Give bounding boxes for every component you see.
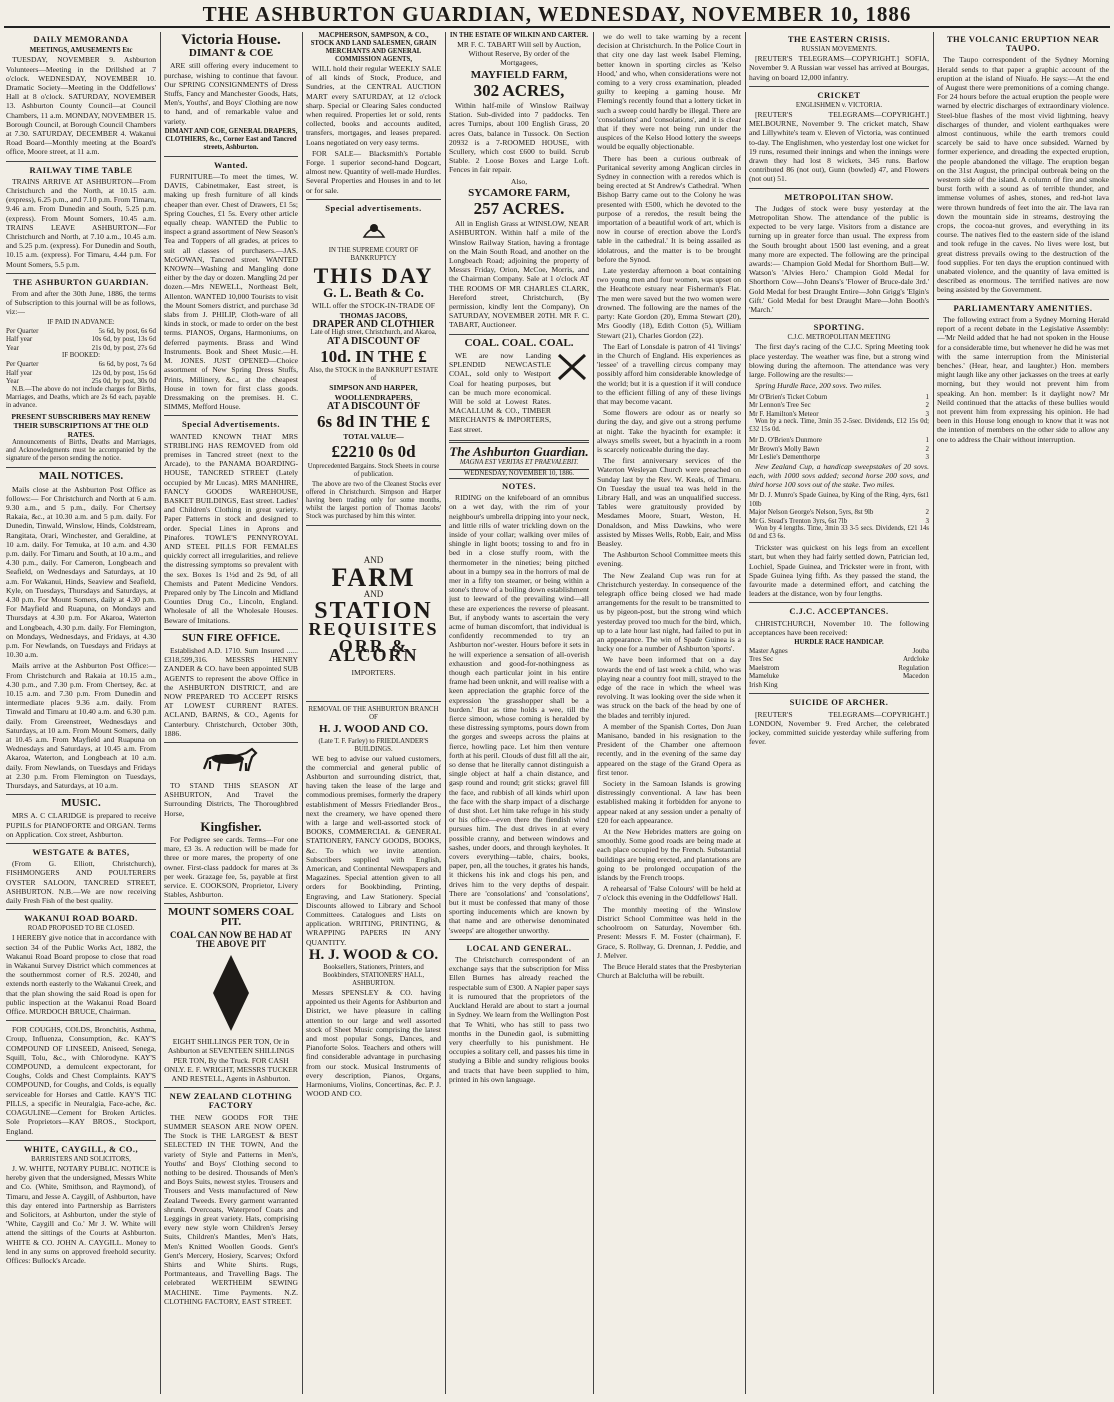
will-offer: WILL offer the STOCK-IN-TRADE OF (311, 301, 436, 311)
above-text: The above are two of the Cleanest Stocks ever offered in Christchurch. Simpson and Harper having been trading only for some months, whilst the largest portion of Thomas Jacobs' Stock was purchased by him this winter. (306, 480, 441, 520)
wanted-text: FURNITURE—To meet the times, W. DAVIS, Cabinetmaker, East street, is making up fresh furniture of all kinds cheaper than ever. Chest of Drawers, £1 5s; Spring Couches, £1 5s. Every other article equally cheap. WANTED the Public to inspect a grand assortment of New Season's Tea and Toppers of all grades, at prices to suit all classes of purchasers.—JAS. McGOWAN, Tancred street. WANTED KNOWN—Washing and Mangling done either by the day or dozen. Mangling 2d per dozen.—Mrs NEWELL, Northeast Belt, Allenton. WANTED 10,000 Tourists to visit the Mount Somers district, and purchase 3d slabs from J. PHILIP, Cloth-ware of all kinds in stock, or made to order on the best terms. PIANOS, Organs, Harmoniums, on deferred payments. Brass and Wind Instruments. Book and Sheet Music.—H. M. JONES. JUST OPENED—Choice assortment of New Spring Dress Stuffs, Prints, Millinery, &c., at the cheapest House in town for first class goods. Dressmaking on the premises. H. C. SIMMS, Mefford House. (164, 172, 298, 412)
article-text: The first anniversary services of the Waterton Wesleyan Church were preached on Sunday last by the Rev. W. Keals, of Timaru. On Tuesday the usual tea was held in the Library Hall, and was an unqualified success. Tables were gratuitously provided by Mesdames Moore, Stuart, Weston, H. Donaldson, and Miss Dawkins, who were assisted by Misses Wells, Robb, Eair, and Miss Beasley. (597, 456, 741, 548)
also: Also, (510, 176, 528, 186)
cricket-text: [REUTER'S TELEGRAMS—COPYRIGHT.] MELBOURNE, November 9. The cricket match, Shaw and Lillywhite's team v. Eleven of Victoria, was continued to-day. The Englishmen, who yesterday lost one wicket for 19 runs, resumed their innings and when the innings were drawn they had lost 8 wickets, 345 runs. Barlow contributed 86 (not out), Gunn (bowled) 47, and Flowers (not out) 51. (749, 110, 929, 184)
acceptance-row: Irish King (749, 680, 778, 689)
article-text: Late yesterday afternoon a boat containing two young men and four women, was upset on the Heathcote estuary near Fisherman's Flat. The men were saved but the two women were drowned. The following are the names of the party: Kate Gordon (20), Emma Stewart (20), Mrs Goodly (18), Edith Cotton (5), William Stewart (21), Charles Gordon (22). (597, 266, 741, 340)
farm-title: FARM (331, 562, 416, 592)
result-row: Mr Leslie's Dementhorpe 3 (749, 453, 929, 461)
dimant-footer: DIMANT AND COE, GENERAL DRAPERS, CLOTHIERS, &c., Corner East and Tancred streets, Ashburton. (164, 127, 298, 151)
spensley-text: Messrs SPENSLEY & CO. having appointed us their Agents for Ashburton and District, we have pleasure in calling attention to our large and well assorted stock of Sheet Music comprising the latest and most popular Songs, Dances, and Pianoforte Solos. Teachers and others will find considerable advantage in purchasing from our stock. Musical Instruments of every description, Pianos, Organs, Harmoniums, Violins, Concertinas, &c. P. J. WOOD AND CO. (306, 987, 441, 1099)
newspaper-page (4, 4, 1110, 1398)
section-heading: SUICIDE OF ARCHER. (789, 697, 889, 708)
column-1 (6, 32, 156, 1398)
result-row: Mr D. J. Munro's Spade Guinea, by King of the Ring, 4yrs, 6st 10lb 1 (749, 491, 929, 508)
result-row: Mr F. Hamilton's Meteor 3 (749, 409, 929, 418)
subs-note: N.B.—The above do not include charges for Births, Marriages, and Deaths, which are 2s 6d each, payable in advance. (6, 385, 156, 409)
column-3 (306, 32, 441, 1398)
result-row: Mr Lennon's Tree Sec 2 (749, 401, 929, 409)
article-text: The monthly meeting of the Winslow District School Committee was held in the schoolroom on Saturday, November 6th. Present: Messrs F. M. Foster (chairman), F. Grace, S. Rollway, G. Drennan, J. Peddie, and J. Melver. (597, 904, 741, 960)
westgate-text: (From G. Elliott, Christchurch), FISHMONGERS AND POULTERERS OYSTER SALOON, TANCRED STREET, ASHBURTON. N.B.—We are now receiving daily Fresh Fish of the best quality. (6, 859, 156, 906)
paper-title: The Ashburton Guardian. (449, 443, 589, 459)
sycamore-text: All in English Grass at WINSLOW, NEAR ASHBURTON. Within half a mile of the Winslow Railway Station, having a frontage on the Main South Road, and another on the Longbeach Road; adjoining the property of Messrs Friday, Orion, McCoe, Morris, and the Chairman Company. Sale at 1 o'clock AT THE ROOMS OF MR CHARLES CLARK, Hereford street, Christchurch, (By permission, kindly lent the Company), On SATURDAY, NOVEMBER 20TH. MR F. C. TABART, Auctioneer. (449, 219, 589, 330)
section-heading: Wanted. (214, 159, 248, 170)
wood-sub: (Late T. F. Farley) to FRIEDLANDER'S BUILDINGS. (318, 737, 429, 753)
coal-text: WE are now Landing SPLENDID NEWCASTLE COAL, sold only to Westport Coal for heating purposes, but can be much more economical. Will be sold at Lowest Rates. MACALLUM & CO., TIMBER MERCHANTS & IMPORTERS, East street. (449, 350, 551, 434)
wood-foot: Booksellers, Stationers, Printers, and Bookbinders, STATIONERS' HALL, ASHBURTON. (322, 963, 425, 987)
section-heading: MAIL NOTICES. (38, 470, 124, 483)
sporting-text: The first day's racing of the C.J.C. Spring Meeting took place yesterday. The weather was fine, but a strong wind blowing during the afternoon. The attendance was very large. Following are the results:— (749, 342, 929, 380)
sun-text: Established A.D. 1710. Sum Insured ...... £318,599,316. MESSRS HENRY ZANDER & CO. have been appointed SUB AGENTS to represent the above Office in the ASHBURTON DISTRICT, and are NOW PREPARED TO ACCEPT RISKS AT LOWEST CURRENT RATES. ACLAND, BARNS, & CO., Agents for Canterbury. Christchurch, October 30th, 1886. (164, 645, 298, 738)
column-2 (164, 32, 298, 1398)
mail-text: Mails close at the Ashburton Post Office as follows:— For Christchurch and North at 6 a.m. 9.30 a.m., and 5 p.m., daily. For Chertsey Rakaia, &c., at 10.30 a.m. and 5 p.m. daily. For Dunedin, Tinwald, Winslow, Hinds, Coldstream, Rangitata, Orari, Winchester, and Geraldine, at 10 a.m. daily. For Temuka, at 10 a.m. and 4.30 p.m. daily. For Timaru and South, at 10 a.m., and 4.30 p.m., daily. For Cameron, Longbeach and Seafield, on Wednesdays and Saturdays, at 10 a.m. For Wakanui, Hinds, Seaview and Seafield, Kyle, on Tuesdays, Thursdays and Saturdays, at 4.30 p.m. For Mount Somers, daily at 4.30 p.m. For Mayfield and Ruapuna, on Mondays and Thursdays at 4.30 p.m. For Akaroa, Waterton and Longbeach, 4.30 p.m. daily. For Flemington, on Mondays, Wednesdays, and Fridays, at 4.30 p.m. For Newlands, on Tuesdays and Fridays at 10.30 a.m. (6, 484, 156, 660)
sub-heading: ROAD PROPOSED TO BE CLOSED. (27, 925, 135, 933)
white-text: J. W. WHITE, NOTARY PUBLIC. NOTICE is hereby given that the undersigned, Messrs White and Co. (White, Smithson, and Raymond), of Timaru, and Jesse A. Caygill, of Ashburton, have this day entered into Partnership as Barristers and Solicitors, at Ashburton, under the style of 'White, Caygill and Co.' Mr J. W. White will attend the sittings of the Courts at Ashburton. WHITE & CO. JOHN A. CAYGILL. Money to lend in any sums on approved freehold security. Offices: Bullock's Arcade. (6, 1163, 156, 1265)
motto: MAGNA EST VERITAS ET PRAEVALEBIT. (459, 458, 579, 466)
column-rule (933, 32, 934, 1394)
section-heading: PARLIAMENTARY AMENITIES. (953, 302, 1093, 313)
ad-title: G. L. Beath & Co. (323, 285, 424, 301)
horse-icon (196, 747, 266, 777)
court-text: IN THE SUPREME COURT OF BANKRUPTCY (328, 247, 419, 263)
subs-row: Half year 12s 0d, by post, 15s 6d (6, 368, 156, 377)
parl-text: The following extract from a Sydney Morning Herald report of a recent debate in the Legislative Assembly:—'Mr Neild added that he had not spoken in the House for a considerable time, but whenever he did he was met with the same interruption from the Ministerial benches.' (Hear, hear, and laughter.) Hon. members might laugh like any other jackasses on the trees at early morning, but they would not prevent him from speaking. An hon. member: Is it daylight now? Mr Neild continued that the attacks of these bullies would not prevent him from expressing his opinion. He had been in this House long enough to know that it was not the intention of members on the other side to allow any one to address the Chair without interruption. (937, 314, 1109, 444)
article-text: A rehearsal of 'False Colours' will be held at 7 o'clock this evening in the Oddfellows' Hall. (597, 884, 741, 903)
section-heading: METROPOLITAN SHOW. (784, 191, 894, 202)
column-rule (593, 32, 594, 1394)
article-text: Society in the Samoan Islands is growing distressingly conventional. A law has been established making it forbidden for anyone to appear naked at any session under a penalty of £20 for each appearance. (597, 779, 741, 825)
suicide-text: [REUTER'S TELEGRAMS—COPYRIGHT.] LONDON, November 9. Fred Archer, the celebrated jockey, committed suicide yesterday while suffering from fever. (749, 709, 929, 747)
total-value: £2210 0s 0d (331, 442, 416, 462)
wanted-known-text: WANTED KNOWN THAT MRS STRIBLING HAS REMOVED from old premises in Tancred street (next to the Arcade), to the PANAMA BOARDING-HOUSE, TANCRED STREET (Lately occupied by Mr Lucas). MRS MANHIRE, FANCY GOODS WAREHOUSE, BASKET BUILDINGS, East street. Ladies' and Children's Clothing in great variety. Paper Patterns in stock and designed to order. Special Lines in Aprons and Pinafores. TOWLE'S PENNYROYAL AND STEEL PILLS FOR FEMALES quickly correct all irregularities, and relieve the distressing symptoms so prevalent with the sex. Boxes 1s 1½d and 2s 9d, of all Chemists and Patent Medicine Vendors. Prepared only by The Lincoln and Midland Counties Drug Co., Lincoln, England. Wholesale of all the Wholesale Houses. Beware of Imitations. (164, 431, 298, 625)
requisites-title: REQUISITES (308, 618, 439, 639)
removal: REMOVAL OF THE ASHBURTON BRANCH OF (308, 706, 439, 722)
royal-arms-icon (359, 217, 389, 243)
music-text: MRS A. C CLARIDGE is prepared to receive PUPILS for PIANOFORTE and ORGAN. Terms on Application. Cox street, Ashburton. (6, 811, 156, 839)
nz-text: THE NEW GOODS FOR THE SUMMER SEASON ARE NOW OPEN. The Stock is THE LARGEST & BEST SELECTED IN THE TOWN, And the variety of Style and Patterns in Men's, Youths' and Boys' Clothing second to nothing to be desired. Thousands of Men's and Boys Suits, newest styles. Trousers and Trousers and Vests manufactured of New Zealand Tweeds. Every garment warranted shrunk. Overcoats, Waterproof Coats and Leggings in great variety. Hats, comprising every new style worn Children's Jersey Suits, Children's Mantles, Men's Hats, Men's Knitted Woollen Goods. Gent's Gent's Mercery, Hosiery, Scarves; Oxford Shirts and White Shirts. Rugs, Portmanteaus, and Travelling Bags. The celebrated WERTHEIM SEWING MACHINE. Time Payments. N.Z. CLOTHING FACTORY, EAST STREET. (164, 1112, 298, 1306)
this-day-title: THIS DAY (313, 263, 434, 289)
ad-title: Victoria House. (181, 32, 281, 48)
ad-title: Kingfisher. (200, 818, 262, 834)
subs-head: IF PAID IN ADVANCE: (47, 318, 115, 326)
ad-title: SUN FIRE OFFICE. (181, 631, 281, 644)
discount-value: 6s 8d IN THE £ (316, 412, 431, 432)
subs-row: Half year 10s 6d, by post, 13s 6d (6, 335, 156, 344)
notes-text: RIDING on the knifeboard of an omnibus on a wet day, with the rim of your neighbour's umbrella dripping into your neck, and little rills of water trickling down on the inside of your collar; walking over miles of shingle in light boots; tossing to and fro in bed in a close stuffy room, with the thermometer in the nineties; being pitched about in a bumpy sea in the horrors of mal de mer in a fifty ton steamer, or being within a stone's throw of a boiling down establishment just to leeward of the prevailing wind—all these are experiences the reverse of pleasant. But, if anybody wants to ascertain the very acme of human discomfort, that individual is confidently recommended to try an Ashburton nor'-wester. Hours before it sets in he will experience a sensation of all-overish exhaustion and good-for-nothingness as though each particular joint in his entire frame had been unknit, and will realise with a keen appreciation the graphic force of the expression 'the grasshopper shall be a burden.' But as time holds a wee, till the fierce simoon, whose coming is heralded by these distressing symptoms, pours down from the gorges and sweeps across the plains at fierce, howling pace. Let him then venture forth at his peril. Clouds of dust fill all the air, so dense that he literally cannot distinguish a single object at half a chain distance, and gasp round and round; grit sticks; gravel fill the face, and rubbish of all kinds whirl upon the face with the sharp impact of a discharge of dust shot. Let him take refuge in his study or his office—even there the fiendish wind pursues him. The dust drives in at every possible cranny, and between windows and sashes, under doors, and through keyholes. It covers everything—table, chairs, books, paper, pen, all the touches, it grates his hands, it thickens his ink and clogs his pen, and drives him to the very depths of despair. There are 'consolations' and 'consolations', but it must be confessed that many of those sporting inducements which are known by that name and are otherwise denominated 'sweeps' are altogether unworthy. (449, 493, 589, 935)
volcanic-text: The Taupo correspondent of the Sydney Morning Herald sends to that paper a graphic account of the eruption at the island of Niuafo. He says:—At the end of August there were premonitions of a coming change. For 24 hours before the actual eruption the people were warned by electric discharges of extraordinary violence. Steel-blue flashes of the most vivid lightning, heavy discharges of thunder, and violent earthquakes were almost continuous, while the earth tremors could scarcely be said to have once subsided. Warned by former experience, and dreading the expected eruption, the people abandoned the village. The eruption began on the 31st August, the principal outbreak being on the western side of the island. A column of fire and smoke burst forth with a sound as of terrible thunder, and immense volumes of ashes, stones, and red-hot lava were thrown hundreds of feet into the air. The lava ran down the mountain side in streams, destroying the crops, the cocoa-nut groves, and everything in its course. The natives fled to the eastern side of the island and took refuge in the caves. No lives were lost, but great distress prevails owing to the destruction of the food supplies. For ten days the eruption continued with unabated violence, and the quantity of lava emitted is described as enormous. The terrified natives are now being assisted by the Government. (937, 55, 1109, 295)
section-heading: THE ASHBURTON GUARDIAN. (13, 276, 149, 287)
acceptance-row: Maelstrom Regulation (749, 663, 929, 672)
section-heading: DAILY MEMORANDA (33, 34, 129, 44)
wood-text: WE beg to advise our valued customers, the commercial and general public of Ashburton and surrounding district, that, having taken the lease of the large and commodious premises, formerly the drapery establishment of Messrs Friedlander Bros., next the creamery, we have opened there with a large and well-assorted stock of BOOKS, COMMERCIAL & GENERAL STATIONERY, FANCY GOODS, BOOKS, &c. To which we invite attention. Subscribers supplied with English, American, and Continental Newspapers and Magazines. Special attention given to all orders for Bookbinding, Printing, Engraving, and Law Stationery. Special Discounts allowed to Library and School Committees. Catalogues and Lists on application. WRITING, PRINTING, & WRAPPING PAPERS IN ANY QUANTITY. (306, 753, 441, 947)
shears-icon (555, 351, 589, 385)
discount: AT A DISCOUNT OF (326, 400, 421, 412)
ad-title: DIMANT & COE (188, 47, 274, 60)
article-text: At the New Hebrides matters are going on smoothly. Some good roads are being made at each place occupied by the French. Substantial buildings are being erected, and plantations are going to be prolonged occupation of the islands by the French troops. (597, 827, 741, 883)
local-text: The Christchurch correspondent of an exchange says that the subscription for Miss Ellen Burnes has already reached the respectable sum of £300. A Napier paper says it is rumoured that the proprietors of the Auckland Herald are about to start a journal in Sydney. We learn from the Wellington Post that Te Whiti, who has still to pass two months in the Dunedin gaol, is submitting very cheerfully to his punishment. He occupies a solitary cell, and passes his time in studying a Bible and sundry religious books and tracts that have been supplied to him, printed in his own language. (449, 955, 589, 1084)
discount-value: 10d. IN THE £ (320, 347, 427, 367)
acceptance-row: Tres Sec Ardcloke (749, 655, 929, 664)
section-heading: CRICKET (817, 89, 861, 100)
coal-price-text: EIGHT SHILLINGS PER TON, Or in Ashburton at SEVENTEEN SHILLINGS PER TON, By the Truck. FOR CASH ONLY. E. F. WRIGHT, MESSRS TUCKER AND RESTELL, Agents in Ashburton. (164, 1037, 298, 1084)
discount: AT A DISCOUNT OF (326, 336, 421, 348)
section-heading: C.J.C. ACCEPTANCES. (789, 606, 889, 617)
column-rule (160, 32, 161, 1394)
subs-booked: IF BOOKED: (62, 352, 100, 360)
mac-text: WILL hold their regular WEEKLY SALE of all kinds of Stock, Produce, and Sundries, at the CENTRAL AUCTION MART every SATURDAY, at 12 o'clock sharp. Special or Clearing Sales conducted when required. Properties let or sold, rents collected, books and accounts audited, transfers, mortgages, and leases prepared. Loans negotiated on very easy terms. (306, 64, 441, 147)
date: WEDNESDAY, NOVEMBER 10, 1886. (449, 469, 589, 479)
wakanui-text: I HEREBY give notice that in accordance with section 34 of the Public Works Act, 1882, the Wakanui Road Board propose to close that road in Wakanui Survey District which commences at the southernmost corner of R.S. 20240, and extends north easterly to the Wakanui Creek, and that the plan showing the said Road is open for public inspection at the Wakanui Road Board Office. MURDOCH BRUCE, Chairman. (6, 933, 156, 1017)
trickster-text: Trickster was quickest on his legs from an excellent start, but when they had fairly settled down, Patrician led, Lochiel, Spade Guinea, and Trickster were in front, with Spade Guinea lying fifth. As they passed the stand, the favourite made a determined effort, and catching the leaders at the distance, won by four lengths. (749, 543, 929, 599)
article-text: The Earl of Lonsdale is patron of 41 'livings' in the Church of England. His experiences as 'lessee' of a travelling circus company may possibly afford him considerable knowledge of the world; but it is a question if it will conduce to the efficient filling of any of these livings that may become vacant. (597, 341, 741, 406)
sub-heading: HURDLE RACE HANDICAP. (794, 638, 884, 646)
section-heading: Special advertisements. (325, 202, 422, 213)
section-heading: THE VOLCANIC ERUPTION NEAR TAUPO. (946, 34, 1100, 54)
sub-heading: RUSSIAN MOVEMENTS. (801, 46, 877, 54)
diamond-icon (211, 953, 251, 1033)
section-heading: THE EASTERN CRISIS. (787, 34, 891, 44)
subs-row: Per Quarter 6s 6d, by post, 7s 6d (6, 360, 156, 369)
masthead: THE ASHBURTON GUARDIAN, WEDNESDAY, NOVEMBER 10, 1886 (4, 4, 1110, 28)
tabart-text: MR F. C. TABART Will sell by Auction, Without Reserve, By order of the Mortgagees, (457, 40, 581, 68)
subs-row: Year 25s 0d, by post, 30s 0d (6, 377, 156, 386)
race-title: Spring Hurdle Race, 200 sovs. Two miles. (755, 381, 882, 391)
sub-heading: C.J.C. METROPOLITAN MEETING (787, 334, 891, 342)
article-text: Some flowers are odour as or nearly so during the day, and give out a strong perfume at night. Take the hyacinth for example: it always smells sweet, but a hyacinth in a room is scarcely noticeable during the day. (597, 408, 741, 454)
column-rule (445, 32, 446, 1394)
section-heading: LOCAL AND GENERAL. (466, 942, 572, 953)
railway-text: TRAINS ARRIVE AT ASHBURTON—From Christchurch and the North, at 10.15 a.m. (express), 6.25 p.m., and 7.10 p.m. From Timaru, 9.46 a.m. From Dunedin and South, 5.25 p.m. (express). From Mount Somers, 10.45 a.m. TRAINS LEAVE ASHBURTON—For Christchurch and North, at 7.10 a.m., 10.45 a.m. and 5.25 p.m. (express). For Dunedin and South, 10.15 a.m. (express). For Timaru, 4.44 p.m. For Mount Somers, 5.5 p.m. (6, 176, 156, 269)
kays-text: FOR COUGHS, COLDS, Bronchitis, Asthma, Croup, Influenza, Consumption, &c. KAY'S COMPOUND OF LINSEED, Aniseed, Senega, Squill, Tolu, &c., with Chlorodyne. KAY'S COMPOUND, a demulcent expectorant, for Coughs, Colds and Chest Complaints. KAY'S COMPOUND, for Coughs, and Colds, is equally serviceable for Horses and Cattle. KAY'S TIC PILLS, a specific in Neuralgia, Face-ache, &c. COAGULINE—Cement for Broken Articles. Sole Proprietors—KAY BROS., Stockport, England. (6, 1025, 156, 1136)
article-text: we do well to take warning by a recent decision at Christchurch. In the Police Court in that city one day last week Isabel Fleming, better known in sporting circles as 'Kelso Hood,' and who, when considerations were not coming to a very cross examination, pleaded guilty to keeping a gaming house. Mr Fleming's recently found that a lottery ticket in such a sweep could hardly be illegal. There are 'consolations' and 'consolations', and it is clear that if they were not being run under the auspices of the Kelso Hood lottery the sweeps would be equally objectionable. (597, 32, 741, 152)
ad-title: H. J. WOOD & CO. (308, 946, 439, 963)
acres: 257 ACRES. (473, 199, 565, 219)
section-heading: RAILWAY TIME TABLE (29, 164, 133, 175)
station-title: STATION (314, 598, 433, 625)
simpson: SIMPSON AND HARPER, WOOLLENDRAPERS, (329, 383, 418, 402)
section-heading: MUSIC. (61, 797, 101, 810)
kingfisher-text: For Pedigree see cards. Terms—For one mare, £3 3s. A reduction will be made for three or more mares, the property of one owner. First-class paddock for mares at 3s per week. Grazage fee, 5s, payable at first service. E. COOKSON, Proprietor, Livery Stables, Ashburton. (164, 835, 298, 900)
result-row: Mr D. O'Brien's Dunmore 1 (749, 436, 929, 444)
ad-title: MOUNT SOMERS COAL PIT. (168, 906, 294, 928)
ad-title: COAL. COAL. COAL. (464, 336, 574, 349)
eastern-text: [REUTER'S TELEGRAMS—COPYRIGHT.] SOFIA, November 9. A Russian war vessel has arrived at Bourgas, having on board 12,000 infantry. (749, 54, 929, 82)
cup-title: New Zealand Cup, a handicap sweepstakes of 20 sovs. each, with 1000 sovs added; second horse 200 sovs, and third horse 100 sovs out of the stake. Two miles. (749, 461, 929, 489)
article-text: We have been informed that on a day towards the end of last week a child, who was playing near a country foot mill, strayed to the edge of the race in which the wheel was revolving. It was looking over the side when it was struck on the back of the head by one of the blades and terribly injured. (597, 655, 741, 720)
sub-heading: COAL CAN NOW BE HAD AT THE ABOVE PIT (170, 929, 292, 950)
ad-title: MACPHERSON, SAMPSON, & CO., STOCK AND LAND SALESMEN, GRAIN MERCHANTS AND GENERAL COMMISSION AGENTS, (310, 32, 437, 63)
estate-title: IN THE ESTATE OF WILKIN AND CARTER. (449, 32, 589, 39)
section-heading: SPORTING. (813, 322, 865, 333)
column-rule (302, 32, 303, 1394)
subs-row: Per Quarter 5s 6d, by post, 6s 6d (6, 326, 156, 335)
and-text: AND (363, 589, 384, 600)
and-text: AND (363, 554, 384, 565)
sale-items: FOR SALE— Blacksmith's Portable Forge. 1 superior second-hand Dogcart, almost new. Quantity of well-made Hurdles. Several Properties and Houses in and to let or for sale. (306, 148, 441, 195)
dimant-text: ARE still offering every inducement to purchase, wishing to continue that favour. Our SPRING CONSIGNMENTS of Dress Stuffs, Fancy and Manchester Goods, Hats, Men's, Youths', and Boys' Clothing are now to hand, and of remarkable value and variety. (164, 61, 298, 126)
subs-row: Year 21s 0d, by post, 27s 6d (6, 343, 156, 352)
mails-arrive-text: Mails arrive at the Ashburton Post Office:— From Christchurch and Rakaia at 10.15 a.m., 4.30 p.m., and 7.30 p.m. From Chertsey, &c. at 10.15 a.m. and 7.30 p.m. From Dunedin and intermediate places 9.36 a.m. daily. From Tinwald and Timaru at 10.40 a.m. and 6.30 p.m. daily. From Greenstreet, Wednesdays and Saturdays, at 10 a.m. From Mount Somers, daily at 10.45 a.m. From Mayfield and Ruapuna on Wednesdays and Saturdays, at 10.45 a.m. From Akaroa, Waterton, and Longbeach at 10 a.m. daily. From Newlands, on Tuesdays and Fridays at 2.30 p.m. From Flemington on Tuesdays, Thursdays, and Saturdays, at 10 a.m. (6, 661, 156, 790)
cup-note: Won by 4 lengths. Time, 3min 33 3-5 secs. Dividends, £21 14s 0d and £3 6s. (749, 525, 929, 541)
result-row: Mr G. Stead's Trenton 3yrs, 6st 7lb 3 (749, 516, 929, 525)
article-text: There has been a curious outbreak of Puritanical severity among Anglican circles in Sydney in connection with a reredos which is being erected at St Andrew's Cathedral. 'When Bishop Barry came out to the Colony he was presented with £500, which he devoted to the purpose of a reredos, the result being the importation of a beautiful work of art, which is now in course of erection above the Lord's table in the cathedral.' It is being assailed as idolatrous, and the matter is to be brought before the Synod. (597, 153, 741, 264)
result-note: Won by a neck. Time, 3min 35 2-5sec. Dividends, £12 15s 0d; £32 15s 0d. (749, 418, 929, 433)
acceptance-row: Mameluke Macedon (749, 672, 929, 681)
draper: DRAPER AND CLOTHIER (312, 318, 435, 330)
present-text: Announcements of Births, Deaths and Marriages, and Acknowledgments must be accompanied by the signature of the person sending the notice. (6, 439, 156, 463)
section-heading: WAKANUI ROAD BOARD. (24, 913, 138, 924)
thomas: THOMAS JACOBS, (339, 310, 408, 320)
unprecedented: Unprecedented Bargains. Stock Sheets in course of publication. (307, 462, 440, 478)
column-7 (937, 32, 1109, 1398)
section-heading: WHITE, CAYGILL, & CO., (23, 1143, 139, 1154)
column-4 (449, 32, 589, 1398)
orr-title: ORR & ALCORN (328, 635, 419, 665)
sub-heading: MEETINGS, AMUSEMENTS Etc (29, 46, 133, 55)
sub-heading: ENGLISHMEN v. VICTORIA. (795, 102, 883, 110)
acceptance-row: Master Agnes Jouba (749, 646, 929, 655)
article-text: A member of the Spanish Cortes, Don Juan Manisano, banded in his resignation to the President of the Chamber one afternoon recently, and in the evening of the same day appeared on the stage of the Grand Opera as first tenor. (597, 721, 741, 777)
memo-text: TUESDAY, NOVEMBER 9. Ashburton Volunteers—Meeting in the Drillshed at 7 o'clock. WEDNESDAY, NOVEMBER 10. Dramatic Society—Meeting in the Oddfellows' Hall at 8 o'clock. SATURDAY, NOVEMBER 13. Ashburton County Council—at Council Chambers, 11 a.m. MONDAY, NOVEMBER 15. Borough Council, at Borough Council Chambers at 7.30. SATURDAY, DECEMBER 4. Wakanui Road Board—Monthly meeting at the Board's office, Moore street, at 11 a.m. (6, 55, 156, 157)
column-5 (597, 32, 741, 1398)
ad-title: SYCAMORE FARM, (468, 186, 570, 199)
mayfield-text: Within half-mile of Winslow Railway Station. Sub-divided into 7 paddocks. Ten acres Turnips, about 100 English Grass, 20 acres Oats, balance in Tussock. On Section 20932 is a 7-ROOMED HOUSE, with Scullery, which cost £600 to build. Scrub Stable. 2 Loose Boxes and Large Loft. Fences in fair repair. (449, 101, 589, 175)
column-6 (749, 32, 929, 1398)
late-of: Late of High street, Christchurch, and Akaroa, (310, 329, 437, 337)
article-text: The Ashburton School Committee meets this evening. (597, 550, 741, 569)
sub-heading: BARRISTERS AND SOLICITORS, (31, 1155, 131, 1163)
result-row: Mr Brown's Molly Bawn 2 (749, 444, 929, 453)
section-heading: NEW ZEALAND CLOTHING FACTORY (169, 1091, 293, 1111)
article-text: The Bruce Herald states that the Presbyterian Church at Balclutha will be rebuilt. (597, 961, 741, 981)
cjc-text: CHRISTCHURCH, November 10. The following acceptances have been received: (749, 618, 929, 637)
result-row: Mr O'Brien's Ticket Coburn 1 (749, 392, 929, 401)
stand-text: TO STAND THIS SEASON AT ASHBURTON, And Travel the Surrounding Districts, The Thoroughbred Horse, (164, 781, 298, 818)
result-row: Major Nelson George's Nelson, 5yrs, 8st 9lb 2 (749, 508, 929, 517)
section-heading: WESTGATE & BATES, (32, 847, 130, 858)
also-stock: Also, the STOCK in the BANKRUPT ESTATE of (308, 367, 439, 383)
ad-title: MAYFIELD FARM, (470, 68, 568, 81)
total-label: TOTAL VALUE— (343, 432, 404, 442)
ad-title: H. J. WOOD AND CO. (319, 723, 428, 736)
acres: 302 ACRES, (473, 80, 565, 100)
article-text: The New Zealand Cup was run for at Christchurch yesterday. In consequence of the telegraph office being closed we had made arrangements for the result to be transmitted to us by pigeon-post, but the strong wind which yesterday proved too much for the bird, which, up to a late hour last night, had failed to put in an appearance. The win of Spade Guinea is a lucky one for a number of Ashburton 'sports'. (597, 570, 741, 654)
metro-text: The Judges of stock were busy yesterday at the Metropolitan Show. The attendance of the public is expected to be very large. Visitors from a distance are turning up in greater force than usual. The express from the South brought about 1500 last evening, and a great many more are expected. The following are the principal awards:— Champion Gold Medal for Shorthorn Bull—W. Watson's 'Alvies Hero.' Champion Gold Medal for Shorthorn Cow—John Deans's 'Flower of Bruce-dale 3rd.' Gold Medal for best Draught Entire—John Grigg's 'Elgin's Gift.' Gold Medal for best Draught Mare—John Booth's 'March.' (749, 203, 929, 315)
present-title: PRESENT SUBSCRIBERS MAY RENEW THEIR SUBSCRIPTIONS AT THE OLD RATES. (11, 411, 151, 440)
importers: IMPORTERS. (351, 668, 396, 678)
section-heading: Special Advertisements. (182, 419, 280, 430)
guardian-text: From and after the 30th June, 1886, the terms of Subscription to this journal will be as follows, viz:— (6, 289, 156, 317)
section-heading: NOTES. (502, 480, 536, 491)
column-rule (745, 32, 746, 1394)
